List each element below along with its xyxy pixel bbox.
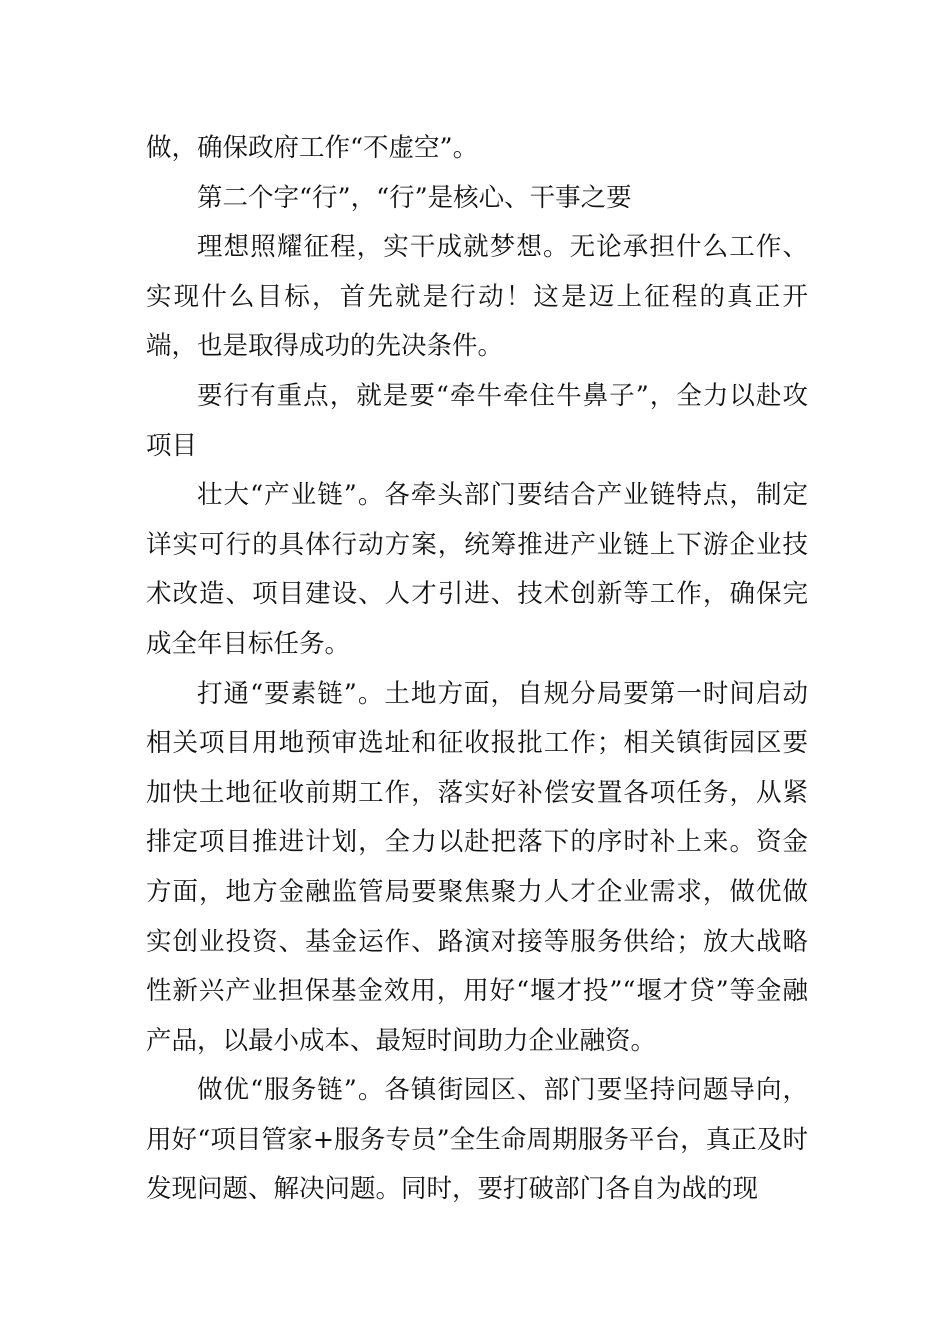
paragraph-1: 做，确保政府工作“不虚空”。 (146, 133, 479, 163)
paragraph-4: 要行有重点，就是要“牵牛牵住牛鼻子”，全力以赴攻项目 (146, 380, 808, 461)
paragraph-3: 理想照耀征程，实干成就梦想。无论承担什么工作、实现什么目标，首先就是行动！这是迈上征程的真正开端，也是取得成功的先决条件。 (146, 232, 808, 362)
paragraph-7: 做优“服务链”。各镇街园区、部门要坚持问题导向，用好“项目管家+服务专员”全生命周期服务平台，真正及时发现问题、解决问题。同时，要打破部门各自为战的现 (146, 1075, 808, 1205)
paragraph-2-heading: 第二个字“行”，“行”是核心、干事之要 (197, 182, 632, 213)
paragraph-6: 打通“要素链”。土地方面，自规分局要第一时间启动相关项目用地预审选址和征收报批工作；相关镇街园区要加快土地征收前期工作，落实好补偿安置各项任务，从紧排定项目推进计划，全力以赴把落下的序时补上来。资金方面，地方金融监管局要聚焦聚力人才企业需求，做优做实创业投资、基金运作、路演对接等服务供给；放大战略性新兴产业担保基金效用，用好“堰才投”“堰才贷”等金融产品，以最小成本、最短时间助力企业融资。 (146, 678, 808, 1056)
document-page (146, 124, 808, 1215)
paragraph-5: 壮大“产业链”。各牵头部门要结合产业链特点，制定详实可行的具体行动方案，统筹推进产业链上下游企业技术改造、项目建设、人才引进、技术创新等工作，确保完成全年目标任务。 (146, 480, 808, 659)
